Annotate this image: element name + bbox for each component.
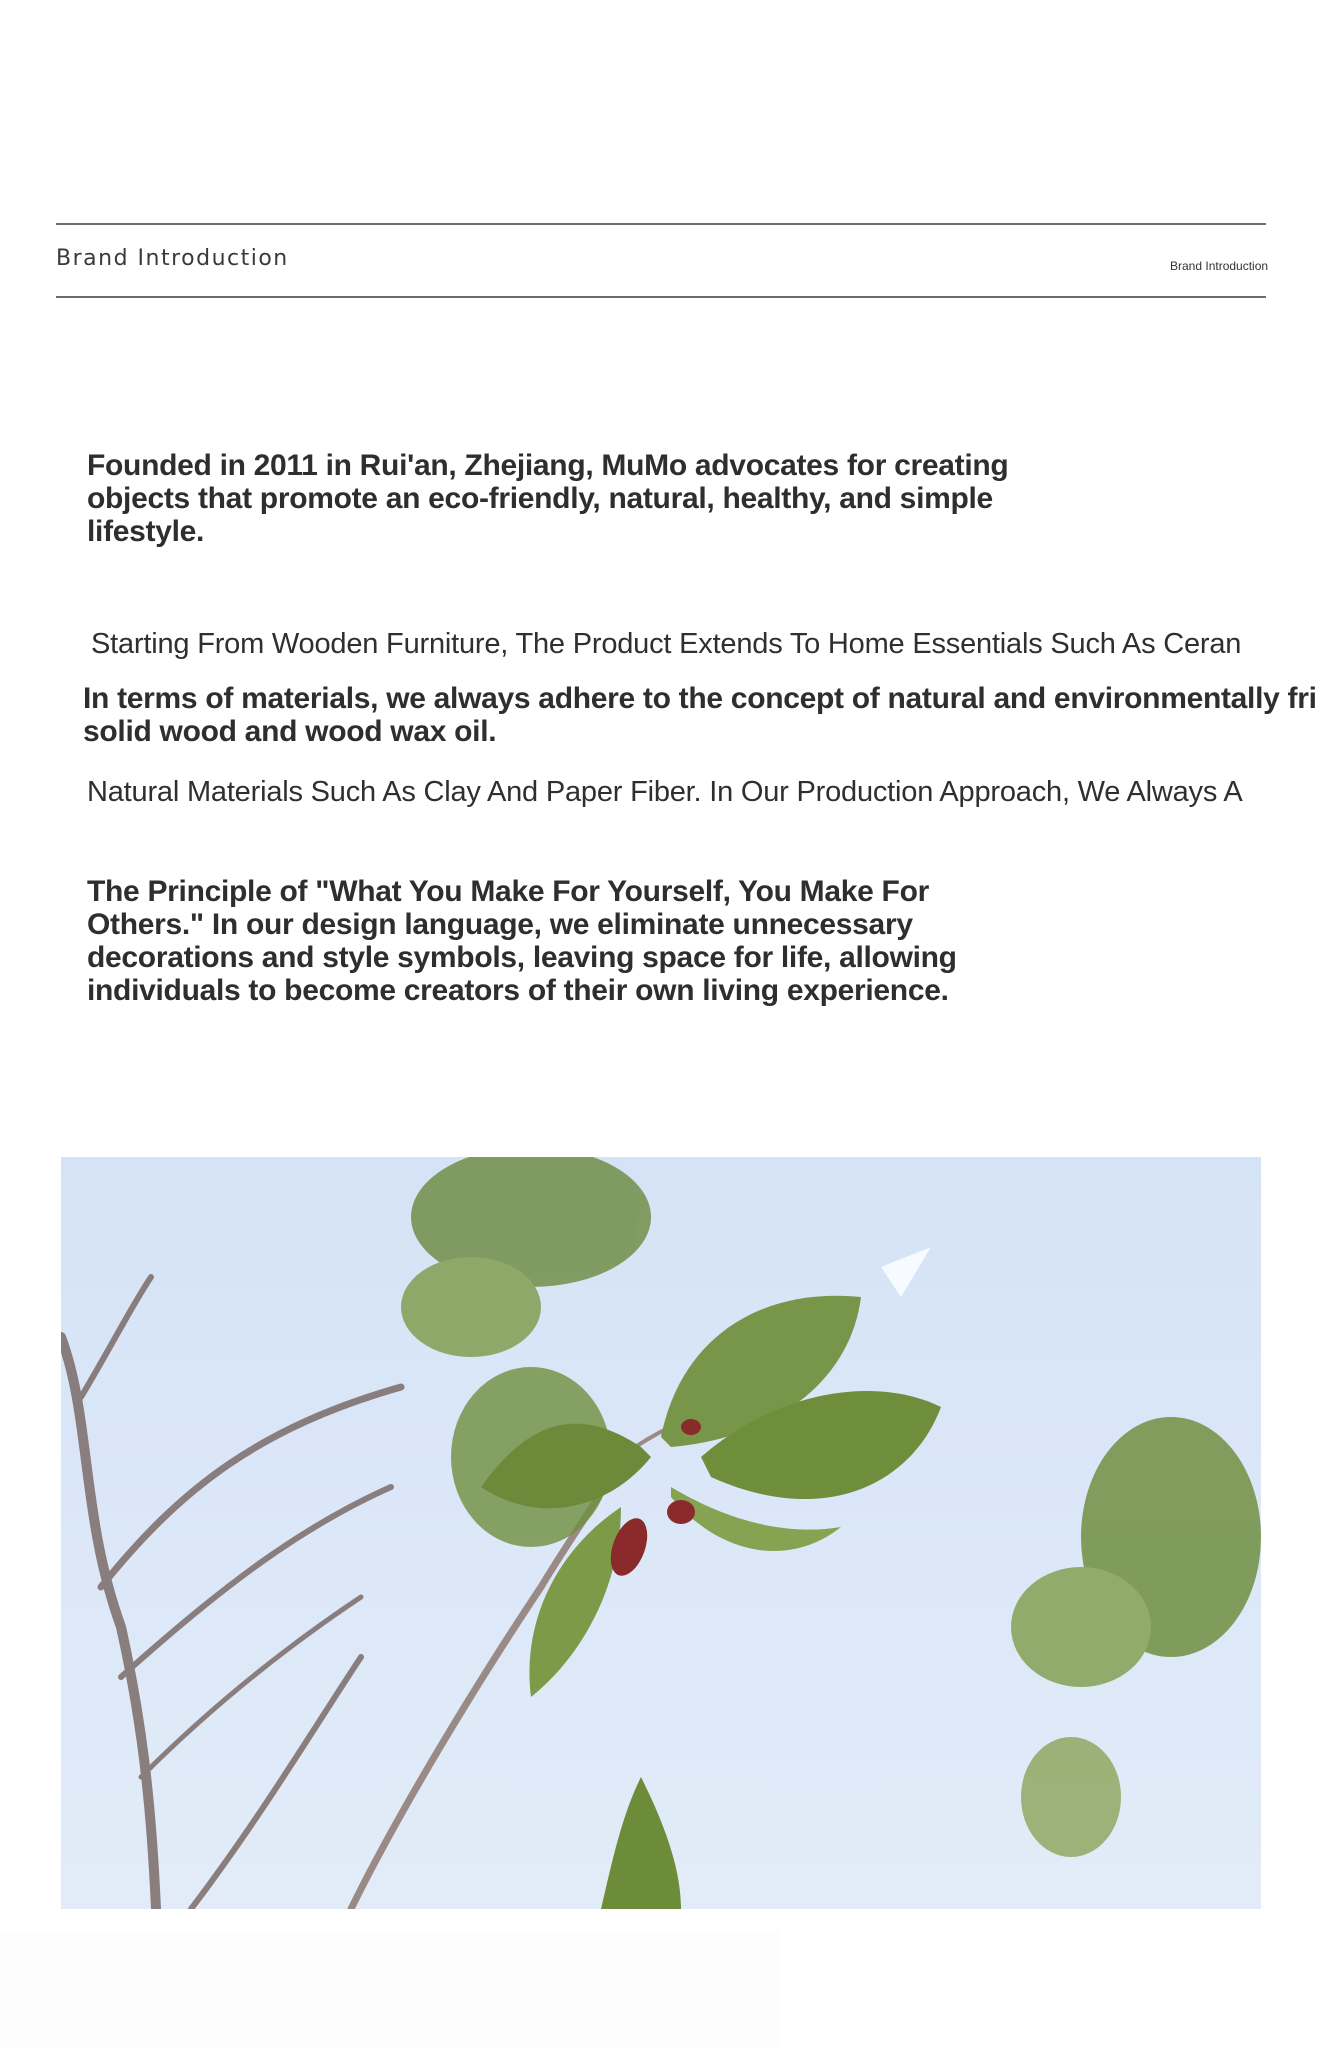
materials-line-1: In terms of materials, we always adhere to the concept of natural and environmentally fri: [83, 682, 1317, 715]
header-divider-bottom: [56, 296, 1266, 298]
intro-paragraph-founded: Founded in 2011 in Rui'an, Zhejiang, MuMo advocates for creating objects that promote an eco-friendly, natural, healthy, and simple lifestyle.: [87, 449, 1009, 548]
intro-line-products: Starting From Wooden Furniture, The Product Extends To Home Essentials Such As Ceran: [91, 628, 1242, 660]
photo-illustration: [61, 1157, 1261, 1909]
materials-line-2: solid wood and wood wax oil.: [83, 715, 497, 748]
section-title: Brand Introduction: [56, 246, 289, 271]
intro-line-natural-materials: Natural Materials Such As Clay And Paper Fiber. In Our Production Approach, We Always A: [87, 776, 1243, 808]
header-divider-top: [56, 223, 1266, 225]
intro-paragraph-materials: [83, 682, 1322, 748]
section-tag-link[interactable]: Brand Introduction: [1170, 259, 1269, 273]
footer-spacer: [0, 1930, 780, 2048]
mulberry-branch-photo: [61, 1157, 1261, 1909]
intro-paragraph-principle: The Principle of "What You Make For Yourself, You Make For Others." In our design language, we eliminate unnecessary decorations and style symbols, leaving space for life, allowing individuals to become creators of their own living experience.: [87, 875, 957, 1007]
